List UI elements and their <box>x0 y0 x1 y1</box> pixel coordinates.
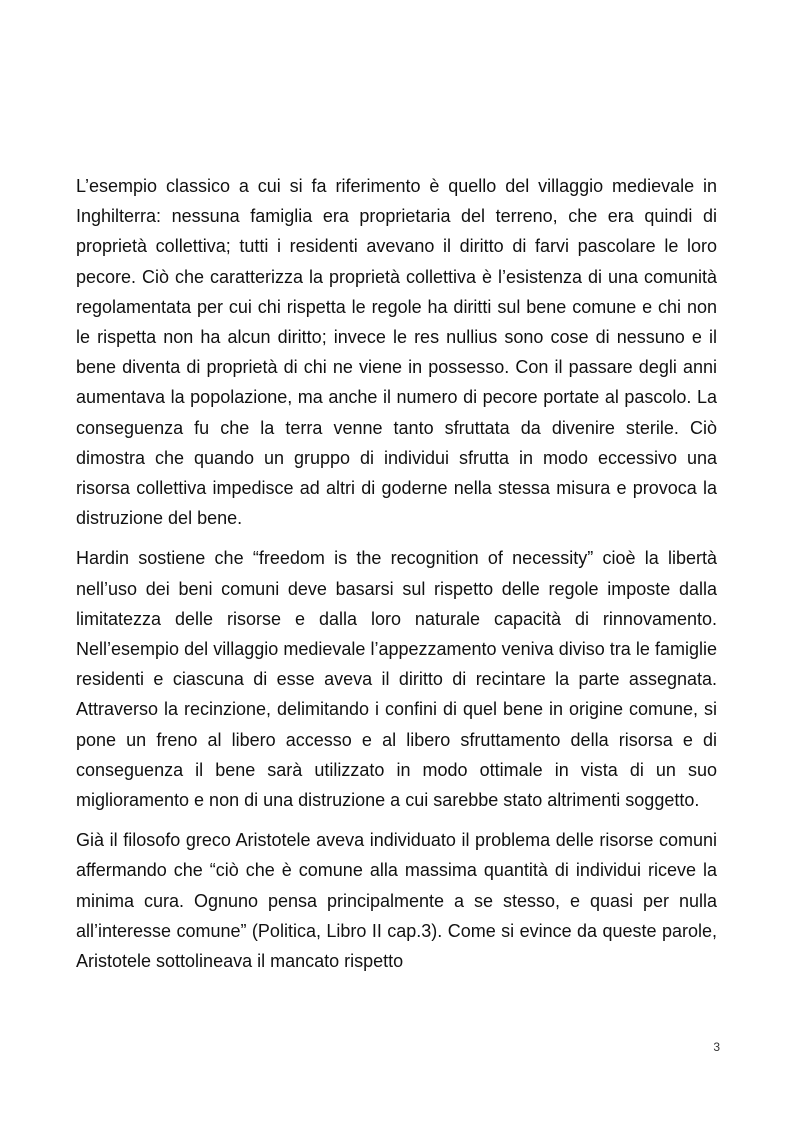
paragraph-hardin-freedom: Hardin sostiene che “freedom is the recognition of necessity” cioè la libertà nell’uso dei beni comuni deve basarsi sul rispetto delle regole imposte dalla limitatezza delle risorse e dalla loro naturale capacità di rinnovamento. Nell’esempio del villaggio medievale l’appezzamento veniva diviso tra le famiglie residenti e ciascuna di esse aveva il diritto di recintare la parte assegnata. Attraverso la recinzione, delimitando i confini di quel bene in origine comune, si pone un freno al libero accesso e al libero sfruttamento della risorsa e di conseguenza il bene sarà utilizzato in modo ottimale in vista di un suo miglioramento e non di una distruzione a cui sarebbe stato altrimenti soggetto. <box>76 548 717 811</box>
paragraph-aristotle: Già il filosofo greco Aristotele aveva individuato il problema delle risorse comuni affermando che “ciò che è comune alla massima quantità di individui riceve la minima cura. Ognuno pensa principalmente a se stesso, e quasi per nulla all’interesse comune” (Politica, Libro II cap.3). Come si evince da queste parole, Aristotele sottolineava il mancato rispetto <box>76 830 717 972</box>
paragraph-village-example: L’esempio classico a cui si fa riferimento è quello del villaggio medievale in Inghilterra: nessuna famiglia era proprietaria del terreno, che era quindi di proprietà collettiva; tutti i residenti avevano il diritto di farvi pascolare le loro pecore. Ciò che caratterizza la proprietà collettiva è l’esistenza di una comunità regolamentata per cui chi rispetta le regole ha diritti sul bene comune e chi non le rispetta non ha alcun diritto; invece le res nullius sono cose di nessuno e il bene diventa di proprietà di chi ne viene in possesso. Con il passare degli anni aumentava la popolazione, ma anche il numero di pecore portate al pascolo. La conseguenza fu che la terra venne tanto sfruttata da divenire sterile. Ciò dimostra che quando un gruppo di individui sfrutta in modo eccessivo una risorsa collettiva impedisce ad altri di goderne nella stessa misura e provoca la distruzione del bene. <box>76 176 717 529</box>
page-number: 3 <box>713 1040 720 1054</box>
body-text <box>76 171 717 976</box>
